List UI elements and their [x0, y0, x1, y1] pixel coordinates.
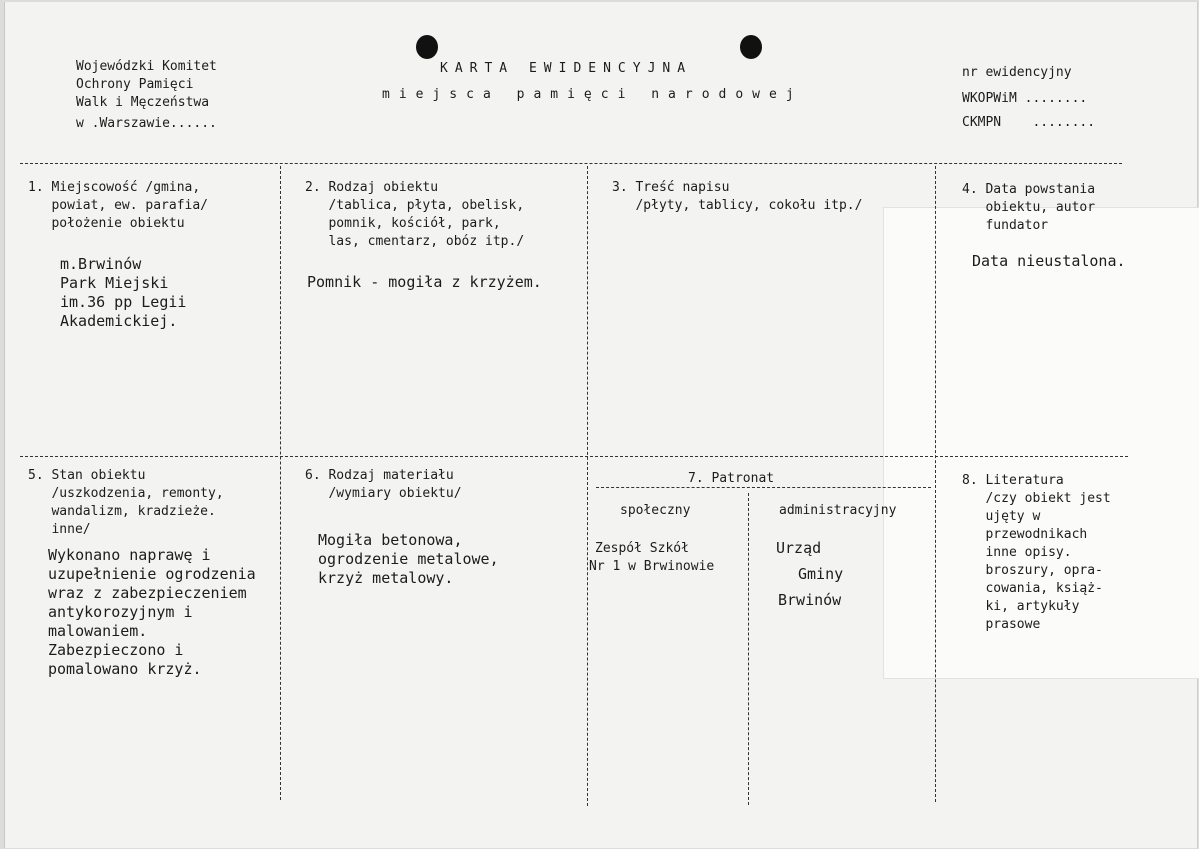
section-8-label-line: prasowe — [962, 617, 1041, 632]
section-3-label — [612, 179, 862, 215]
section-6-value-line: krzyż metalowy. — [318, 569, 454, 587]
patronat-admin-label: administracyjny — [779, 503, 897, 518]
section-1-value-line: Park Miejski — [60, 274, 169, 292]
section-1-label-line: powiat, ew. parafia/ — [28, 198, 209, 213]
section-7-title: 7. Patronat — [688, 471, 775, 486]
section-5-value-line: malowaniem. — [48, 622, 148, 640]
section-4-label-line: 4. Data powstania — [962, 182, 1096, 197]
section-4-value: Data nieustalona. — [972, 252, 1126, 270]
institution-line-1: Wojewódzki Komitet — [76, 59, 217, 74]
section-6-label-line: 6. Rodzaj materiału — [305, 468, 454, 483]
section-3-label-line: 3. Treść napisu — [612, 180, 730, 195]
section-2-label-line: pomnik, kościół, park, — [305, 216, 501, 231]
section-1-value-line: im.36 pp Legii — [60, 293, 187, 311]
section-5-value-line: wraz z zabezpieczeniem — [48, 584, 247, 602]
section-5-label — [28, 467, 224, 539]
section-1-value — [60, 255, 186, 331]
section-2-value: Pomnik - mogiła z krzyżem. — [307, 273, 542, 291]
section-1-value-line: m.Brwinów — [60, 255, 142, 273]
punch-hole-right — [740, 35, 762, 59]
section-5-value-line: antykorozyjnym i — [48, 603, 193, 621]
section-5-value-line: pomalowano krzyż. — [48, 660, 202, 678]
divider-top — [20, 163, 1122, 164]
divider-middle — [20, 456, 1128, 457]
patronat-admin-value-1: Urząd — [776, 539, 822, 557]
section-1-label — [28, 179, 208, 233]
punch-hole-left — [416, 35, 438, 59]
section-6-value — [318, 531, 499, 588]
section-5-label-line: inne/ — [28, 522, 91, 537]
section-5-label-line: /uszkodzenia, remonty, — [28, 486, 224, 501]
section-5-value-line: uzupełnienie ogrodzenia — [48, 565, 256, 583]
section-8-label-line: przewodnikach — [962, 527, 1088, 542]
section-2-label-line: las, cmentarz, obóz itp./ — [305, 234, 525, 249]
section-2-label — [305, 179, 524, 251]
column-divider-3 — [935, 166, 936, 802]
section-8-label-line: cowania, książ- — [962, 581, 1103, 596]
institution-line-3: Walk i Męczeństwa — [76, 95, 210, 110]
section-4-label — [962, 181, 1130, 235]
section-8-label-line: broszury, opra- — [962, 563, 1103, 578]
section-6-label — [305, 467, 462, 503]
section-2-label-line: 2. Rodzaj obiektu — [305, 180, 439, 195]
section-8-label-line: ki, artykuły — [962, 599, 1080, 614]
section-4-label-line: obiektu, autor — [962, 200, 1096, 215]
section-1-label-line: 1. Miejscowość /gmina, — [28, 180, 201, 195]
section-2-label-line: /tablica, płyta, obelisk, — [305, 198, 525, 213]
section-8-label — [962, 472, 1130, 634]
section-1-label-line: położenie obiektu — [28, 216, 185, 231]
institution-line-2: Ochrony Pamięci — [76, 77, 194, 92]
section-1-value-line: Akademickiej. — [60, 312, 178, 330]
section-6-value-line: ogrodzenie metalowe, — [318, 550, 499, 568]
section-4-label-line: fundator — [962, 218, 1049, 233]
column-divider-1 — [280, 166, 281, 800]
section-3-label-line: /płyty, tablicy, cokołu itp./ — [612, 198, 863, 213]
patronat-social-value-2: Nr 1 w Brwinowie — [589, 559, 715, 574]
section-6-value-line: Mogiła betonowa, — [318, 531, 463, 549]
registry-number-label: nr ewidencyjny — [962, 65, 1072, 80]
card-subtitle: miejsca pamięci narodowej — [382, 87, 803, 102]
patronat-social-label: społeczny — [620, 503, 691, 518]
section-6-label-line: /wymiary obiektu/ — [305, 486, 462, 501]
patronat-admin-value-2: Gminy — [798, 565, 844, 583]
registry-wkopwim: WKOPWiM ........ — [962, 91, 1088, 106]
section-8-label-line: /czy obiekt jest — [962, 491, 1111, 506]
section-8-label-line: inne opisy. — [962, 545, 1072, 560]
section-5-label-line: 5. Stan obiektu — [28, 468, 146, 483]
patronat-social-value-1: Zespół Szkół — [595, 541, 689, 556]
section-5-label-line: wandalizm, kradzieże. — [28, 504, 216, 519]
registry-ckmpn: CKMPN ........ — [962, 115, 1096, 130]
patronat-admin-value-3: Brwinów — [778, 591, 842, 609]
section-5-value-line: Wykonano naprawę i — [48, 546, 211, 564]
section-8-label-line: ujęty w — [962, 509, 1041, 524]
section-5-value — [48, 546, 256, 679]
column-divider-patronat — [748, 493, 749, 805]
section-5-value-line: Zabezpieczono i — [48, 641, 184, 659]
column-divider-2 — [587, 166, 588, 806]
card-title: KARTA EWIDENCYJNA — [440, 61, 693, 76]
section-8-label-line: 8. Literatura — [962, 473, 1064, 488]
institution-line-4: w .Warszawie...... — [76, 116, 217, 131]
